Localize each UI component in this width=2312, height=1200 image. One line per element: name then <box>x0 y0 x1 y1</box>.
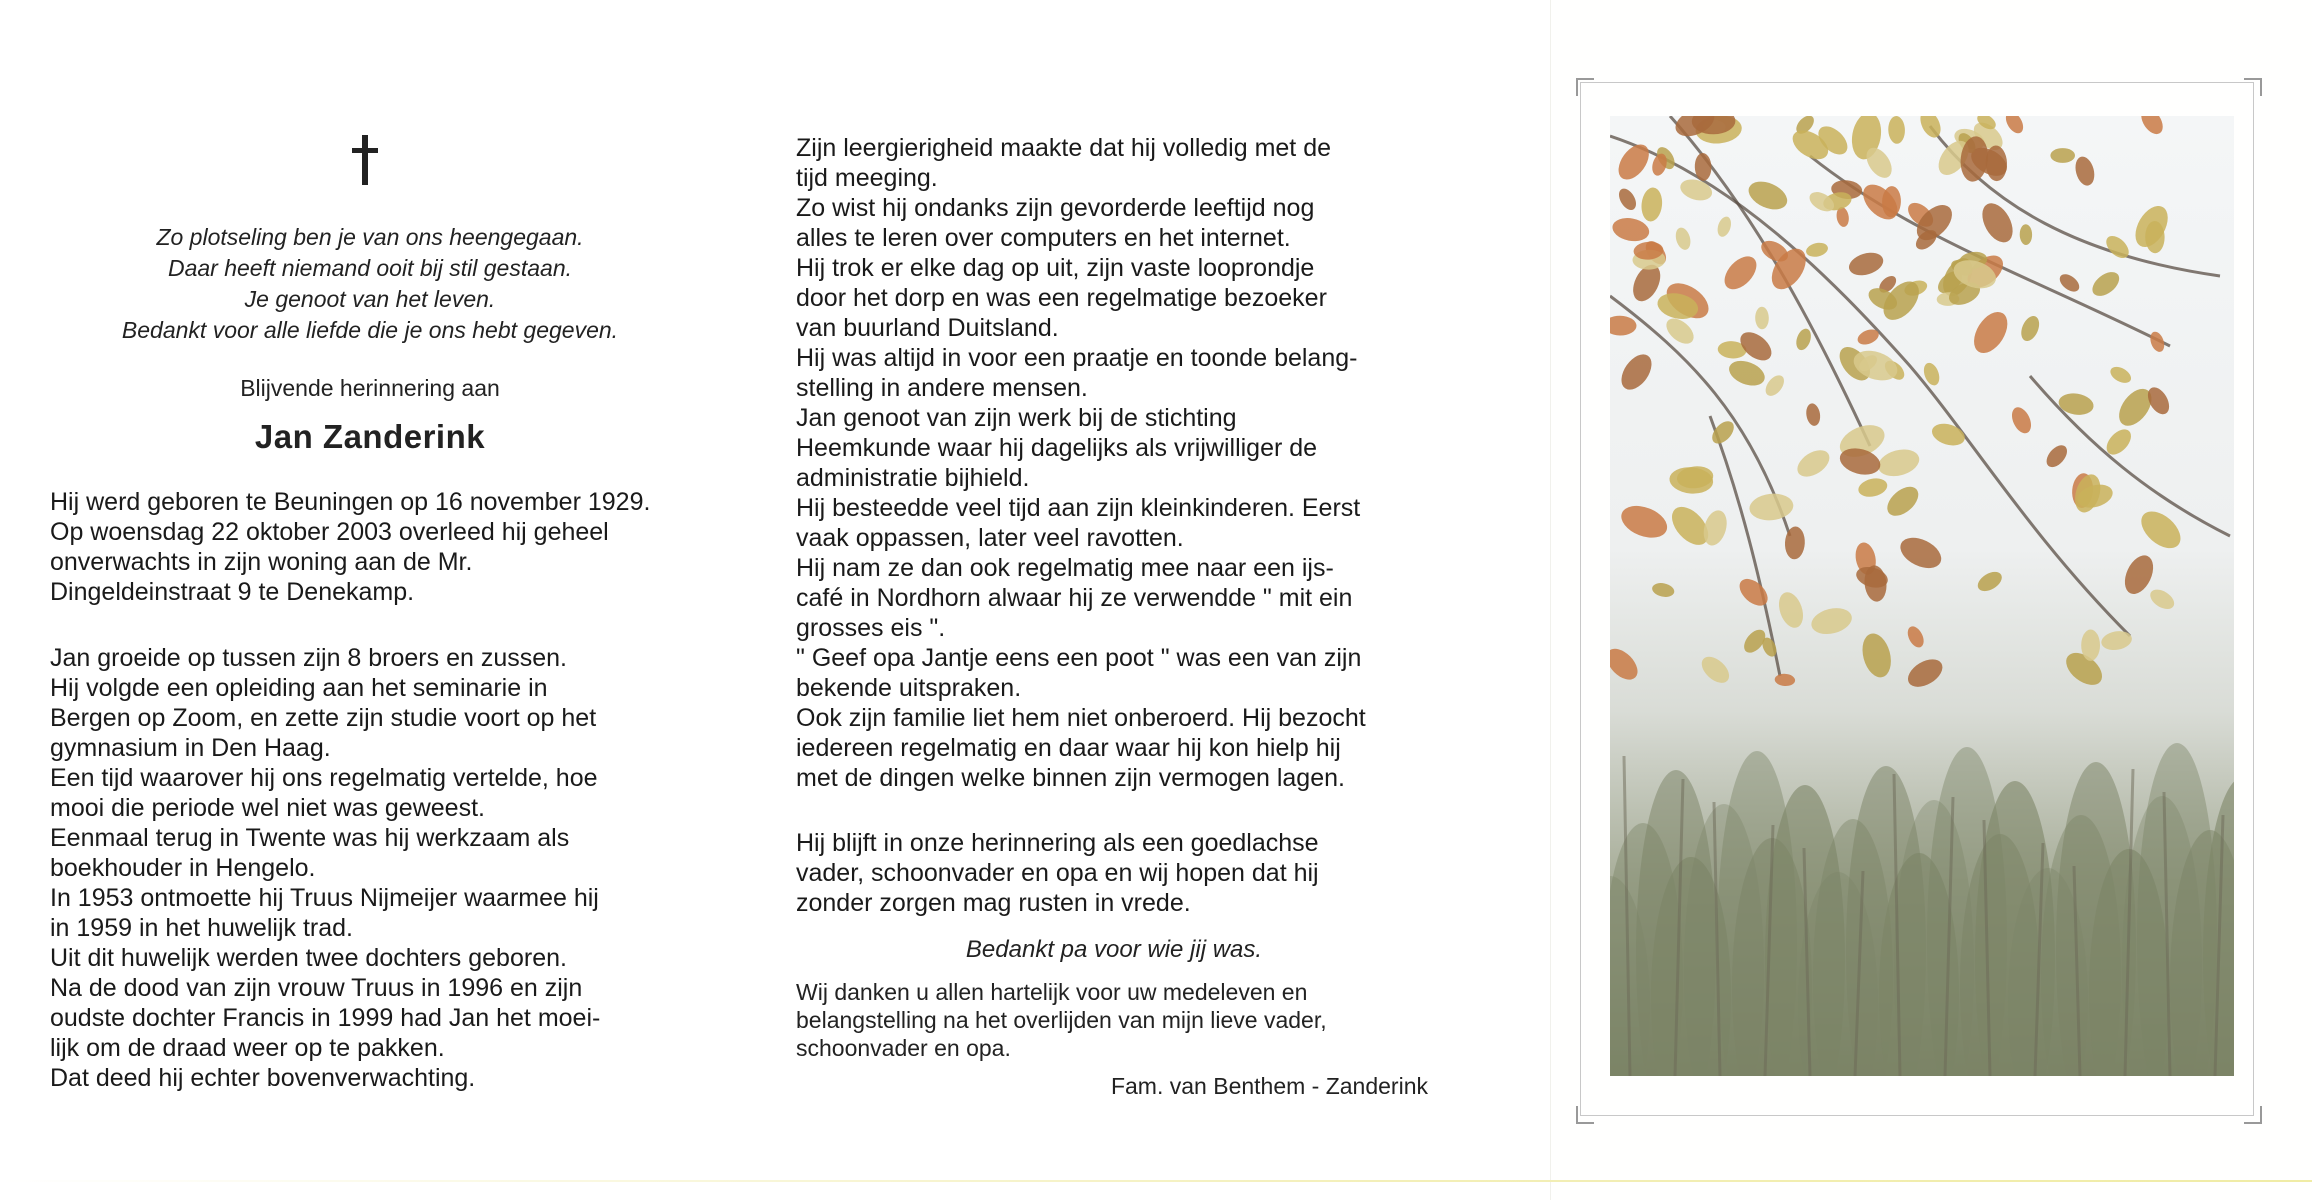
text-line: In 1953 ontmoette hij Truus Nijmeijer waarmee hij <box>50 884 599 912</box>
poem <box>60 222 680 346</box>
frame-corner <box>1576 1106 1594 1124</box>
autumn-trees-photo <box>1610 116 2234 1076</box>
leaf <box>1651 581 1676 599</box>
poem-line: Je genoot van het leven. <box>244 286 496 312</box>
leaf <box>2043 441 2071 470</box>
text-line: in 1959 in het huwelijk trad. <box>50 914 353 942</box>
thanks-line: Bedankt pa voor wie jij was. <box>965 936 1263 963</box>
leaf <box>1895 532 1946 575</box>
biography-life <box>50 643 686 1093</box>
leaf <box>1805 402 1822 426</box>
leaf <box>1615 186 1639 213</box>
text-line: Hij besteedde veel tijd aan zijn kleinkinderen. Eerst <box>796 494 1361 522</box>
poem-line: Daar heeft niemand ooit bij stil gestaan. <box>167 255 573 281</box>
text-line: tijd meeging. <box>796 164 938 192</box>
text-line: gymnasium in Den Haag. <box>50 734 331 762</box>
leaf <box>2147 586 2178 613</box>
text-line: bekende uitspraken. <box>796 674 1022 702</box>
text-line: mooi die periode wel niet was geweest. <box>50 794 485 822</box>
acknowledgement-text <box>796 978 1432 1062</box>
leaf <box>2137 116 2167 138</box>
text-line: café in Nordhorn alwaar hij ze verwendde " mit ein <box>796 584 1353 612</box>
text-line: onverwachts in zijn woning aan de Mr. <box>50 548 473 576</box>
leaf <box>1882 481 1924 521</box>
scan-edge <box>0 1180 2312 1182</box>
leaf <box>2020 224 2033 245</box>
text-line: Ook zijn familie liet hem niet onberoerd. Hij bezocht <box>796 704 1366 732</box>
leaf <box>1846 249 1886 279</box>
text-line: Jan groeide op tussen zijn 8 broers en zussen. <box>50 644 567 672</box>
text-line: van buurland Duitsland. <box>796 314 1059 342</box>
deceased-name: Jan Zanderink <box>254 418 486 455</box>
text-line: Jan genoot van zijn werk bij de stichting <box>796 404 1237 432</box>
text-line: Dat deed hij echter bovenverwachting. <box>50 1064 476 1092</box>
leaf <box>1762 372 1788 399</box>
leaf <box>2002 116 2026 136</box>
leaf <box>1888 116 1906 144</box>
leaf <box>1774 673 1795 687</box>
branch <box>1710 416 1780 676</box>
family-signature: Fam. van Benthem - Zanderink <box>1110 1073 1428 1099</box>
leaf <box>1775 589 1808 631</box>
text-line: Bergen op Zoom, en zette zijn studie voort op het <box>50 704 597 732</box>
leaf <box>1794 327 1814 352</box>
leaf <box>2129 200 2175 252</box>
leaf <box>1809 604 1855 638</box>
text-line: alles te leren over computers en het internet. <box>796 224 1291 252</box>
leaf <box>2008 404 2035 436</box>
leaf <box>1967 306 2014 359</box>
leaf <box>1715 215 1733 239</box>
leaf <box>1735 574 1773 611</box>
leaf <box>1678 176 1715 204</box>
text-line: vader, schoonvader en opa en wij hopen dat hij <box>796 859 1319 887</box>
leaf <box>1726 356 1769 390</box>
leaf <box>1793 445 1835 482</box>
text-line: Eenmaal terug in Twente was hij werkzaam als <box>50 824 570 852</box>
leaf <box>1673 226 1693 252</box>
text-line: boekhouder in Hengelo. <box>50 854 316 882</box>
text-line: administratie bijhield. <box>796 464 1030 492</box>
text-line: stelling in andere mensen. <box>796 374 1088 402</box>
leaf <box>2072 155 2097 188</box>
text-line: Hij blijft in onze herinnering als een goedlachse <box>796 829 1319 857</box>
leaf <box>2050 148 2075 163</box>
poem-line: Zo plotseling ben je van ons heengegaan. <box>156 224 584 250</box>
text-line: Hij werd geboren te Beuningen op 16 november 1929. <box>50 488 651 516</box>
text-line: belangstelling na het overlijden van mijn lieve vader, <box>796 1007 1327 1033</box>
text-line: oudste dochter Francis in 1999 had Jan het moei- <box>50 1004 601 1032</box>
leaf <box>1719 250 1763 295</box>
leaf <box>1974 568 2005 595</box>
leaf <box>1856 476 1889 500</box>
text-line: grosses eis ". <box>796 614 946 642</box>
frame-corner <box>2244 78 2262 96</box>
text-line: Hij volgde een opleiding aan het seminarie in <box>50 674 548 702</box>
text-line: Wij danken u allen hartelijk voor uw medeleven en <box>796 979 1308 1005</box>
leaf <box>1610 643 1643 685</box>
frame-corner <box>2244 1106 2262 1124</box>
frame-corner <box>1576 78 1594 96</box>
text-line: Na de dood van zijn vrouw Truus in 1996 en zijn <box>50 974 583 1002</box>
text-line: Een tijd waarover hij ons regelmatig vertelde, hoe <box>50 764 598 792</box>
text-line: iedereen regelmatig en daar waar hij kon hielp hij <box>796 734 1341 762</box>
leaf <box>1875 445 1922 480</box>
fold-divider <box>1550 0 1551 1200</box>
text-line: Hij trok er elke dag op uit, zijn vaste looprondje <box>796 254 1315 282</box>
leaf <box>1697 652 1734 688</box>
text-line: vaak oppassen, later veel ravotten. <box>796 524 1184 552</box>
leaf <box>2081 630 2100 661</box>
leaf <box>2134 504 2187 555</box>
leaf <box>2018 313 2043 343</box>
leaf <box>1617 500 1672 544</box>
leaf <box>1748 492 1795 523</box>
text-line: Uit dit huwelijk werden twee dochters geboren. <box>50 944 567 972</box>
leaf <box>2071 471 2105 515</box>
text-line: Zo wist hij ondanks zijn gevorderde leeftijd nog <box>796 194 1315 222</box>
leaf <box>1903 654 1947 693</box>
text-line: Dingeldeinstraat 9 te Denekamp. <box>50 578 415 606</box>
text-line: door het dorp en was een regelmatige bezoeker <box>796 284 1327 312</box>
leaf <box>1744 176 1791 215</box>
leaf <box>2108 364 2134 387</box>
leaf <box>1905 624 1927 650</box>
leaf <box>1640 187 1664 223</box>
text-line: " Geef opa Jantje eens een poot " was een van zijn <box>796 644 1362 672</box>
text-line: Zijn leergierigheid maakte dat hij volledig met de <box>796 134 1332 162</box>
closing-paragraph <box>796 828 1432 918</box>
text-line: Hij was altijd in voor een praatje en toonde belang- <box>796 344 1358 372</box>
text-line: met de dingen welke binnen zijn vermogen lagen. <box>796 764 1345 792</box>
biography-later <box>796 133 1432 793</box>
leaf <box>1610 215 1651 244</box>
leaf <box>2057 271 2083 295</box>
text-line: schoonvader en opa. <box>796 1035 1011 1061</box>
cross-icon <box>352 135 378 185</box>
leaf <box>1610 315 1637 335</box>
remembrance-label: Blijvende herinnering aan <box>240 375 500 401</box>
poem-line: Bedankt voor alle liefde die je ons hebt gegeven. <box>121 317 619 343</box>
leaf <box>1615 349 1657 395</box>
leaf <box>1929 420 1967 449</box>
leaf <box>2088 267 2124 300</box>
leaf <box>1805 241 1830 259</box>
text-line: Heemkunde waar hij dagelijks als vrijwilliger de <box>796 434 1318 462</box>
leaf <box>1755 307 1769 330</box>
leaf <box>1858 630 1895 680</box>
text-line: Op woensdag 22 oktober 2003 overleed hij geheel <box>50 518 609 546</box>
text-line: lijk om de draad weer op te pakken. <box>50 1034 445 1062</box>
text-line: Hij nam ze dan ook regelmatig mee naar een ijs- <box>796 554 1334 582</box>
biography-intro <box>50 487 686 607</box>
text-line: zonder zorgen mag rusten in vrede. <box>796 889 1191 917</box>
